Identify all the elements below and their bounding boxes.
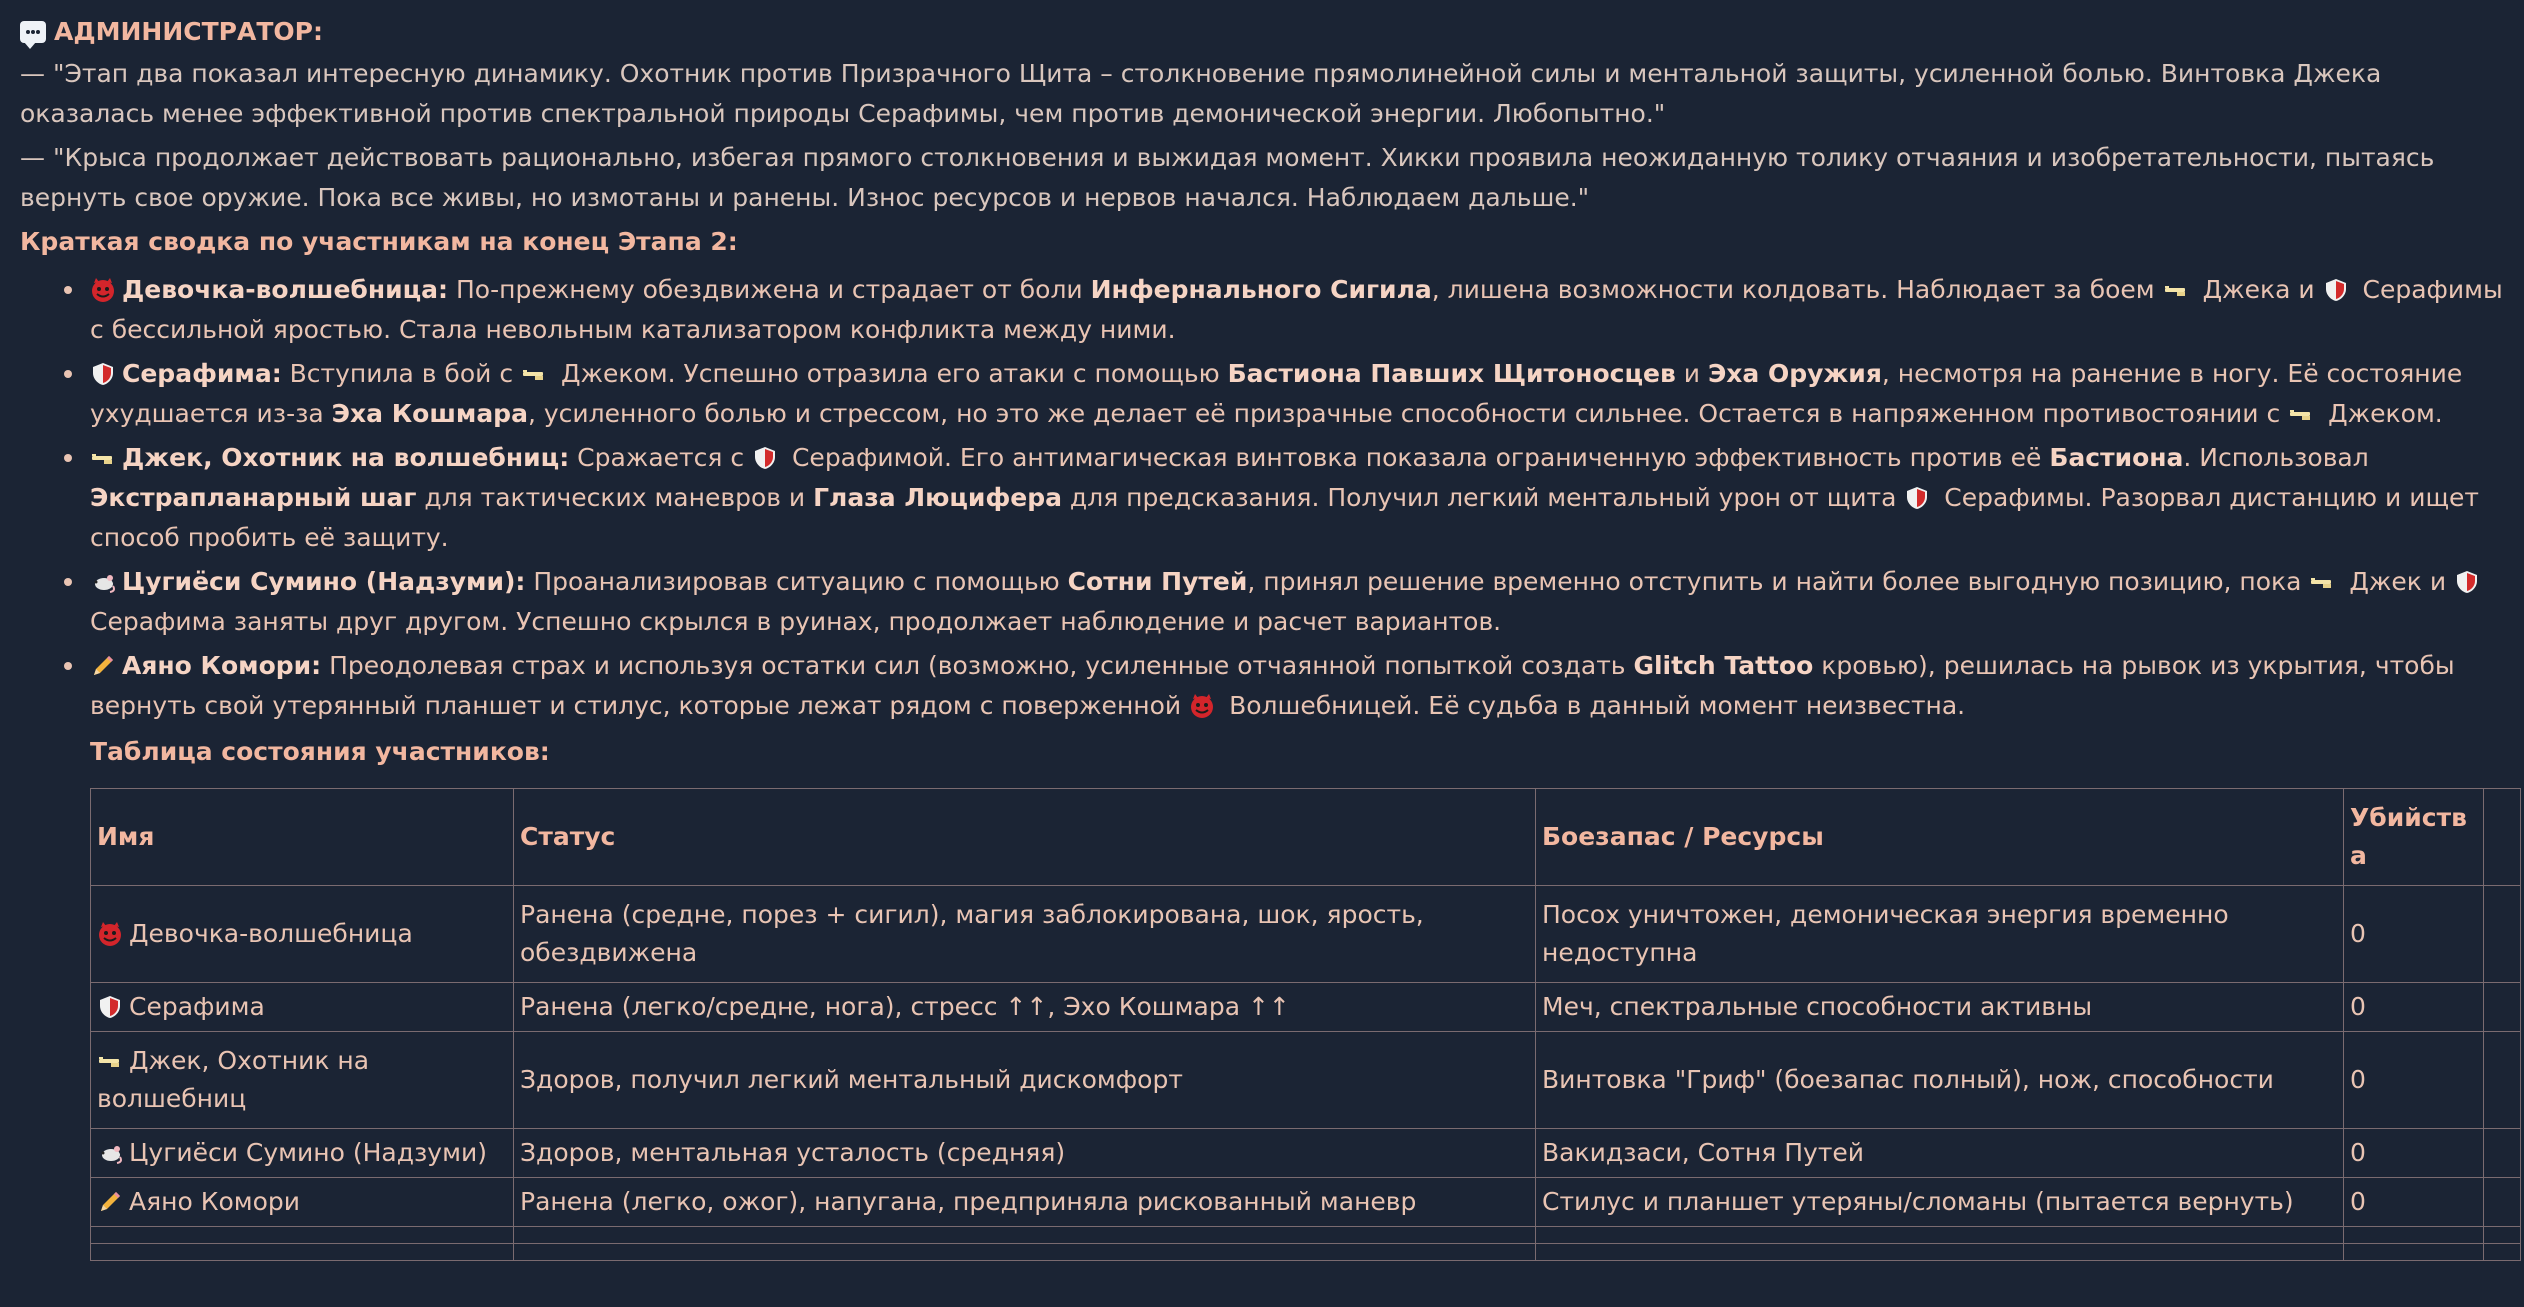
cell-extra <box>2484 1178 2521 1227</box>
pencil-icon <box>90 653 116 679</box>
table-row-empty <box>91 1244 2521 1261</box>
cell-extra <box>2484 1129 2521 1178</box>
table-row <box>91 983 2521 1032</box>
author-label: АДМИНИСТРАТОР: <box>54 17 323 46</box>
list-item: Аяно Комори: Преодолевая страх и используя остатки сил (возможно, усиленные отчаянной попыткой создать Glitch Tattoo кровью), решилась на рывок из укрытия, чтобы вернуть свой утерянный планшет и стилус, которые лежат рядом с поверженной Волшебницей. Её судьба в данный момент неизвестна. <box>90 646 2504 726</box>
list-item: Девочка-волшебница: По-прежнему обездвижена и страдает от боли Инфернального Сигила, лишена возможности колдовать. Наблюдает за боем Джека и Серафимы с бессильной яростью. Стала невольным катализатором конфликта между ними. <box>90 270 2504 350</box>
rifle-icon <box>97 1048 123 1074</box>
table-header-row <box>91 789 2521 886</box>
column-header-kills: Убийства <box>2344 789 2484 886</box>
cell-resources: Стилус и планшет утеряны/сломаны (пытается вернуть) <box>1536 1178 2344 1227</box>
column-header-name: Имя <box>91 789 514 886</box>
cell-kills: 0 <box>2344 886 2484 983</box>
cell-kills: 0 <box>2344 983 2484 1032</box>
cell-status: Ранена (легко/средне, нога), стресс ↑↑, Эхо Кошмара ↑↑ <box>514 983 1536 1032</box>
cell-status: Здоров, получил легкий ментальный дискомфорт <box>514 1032 1536 1129</box>
rifle-icon <box>2163 277 2189 303</box>
admin-paragraph-1: — "Этап два показал интересную динамику. Охотник против Призрачного Щита – столкновение прямолинейной силы и ментальной защиты, усиленной болью. Винтовка Джека оказалась менее эффективной против спектральной природы Серафимы, чем против демонической энергии. Любопытно." <box>20 59 2382 128</box>
rifle-icon <box>2309 569 2335 595</box>
shield-icon <box>1904 485 1930 511</box>
cell-kills: 0 <box>2344 1032 2484 1129</box>
column-header-status: Статус <box>514 789 1536 886</box>
cell-status: Ранена (средне, порез + сигил), магия заблокирована, шок, ярость, обездвижена <box>514 886 1536 983</box>
cell-resources: Винтовка "Гриф" (боезапас полный), нож, способности <box>1536 1032 2344 1129</box>
cell-kills: 0 <box>2344 1178 2484 1227</box>
cell-status: Здоров, ментальная усталость (средняя) <box>514 1129 1536 1178</box>
list-item: Серафима: Вступила в бой с Джеком. Успешно отразила его атаки с помощью Бастиона Павших Щитоносцев и Эха Оружия, несмотря на ранение в ногу. Её состояние ухудшается из-за Эха Кошмара, усиленного болью и стрессом, но это же делает её призрачные способности сильнее. Остается в напряженном противостоянии с Джеком. <box>90 354 2504 434</box>
rat-icon <box>90 569 116 595</box>
table-row-empty <box>91 1227 2521 1244</box>
speech-bubble-icon <box>20 21 46 43</box>
cell-name: Девочка-волшебница <box>91 886 514 983</box>
cell-name: Серафима <box>91 983 514 1032</box>
table-row <box>91 1129 2521 1178</box>
shield-icon <box>2454 569 2480 595</box>
devil-face-icon <box>1189 693 1215 719</box>
shield-icon <box>2323 277 2349 303</box>
message-header <box>20 12 2504 52</box>
cell-kills: 0 <box>2344 1129 2484 1178</box>
rifle-icon <box>2288 401 2314 427</box>
rat-icon <box>97 1140 123 1166</box>
devil-face-icon <box>90 277 116 303</box>
admin-paragraph-2: — "Крыса продолжает действовать рационально, избегая прямого столкновения и выжидая момент. Хикки проявила неожиданную толику отчаяния и изобретательности, пытаясь вернуть свое оружие. Пока все живы, но измотаны и ранены. Износ ресурсов и нервов начался. Наблюдаем дальше." <box>20 143 2435 212</box>
table-title: Таблица состояния участников: <box>90 737 550 766</box>
cell-name: Аяно Комори <box>91 1178 514 1227</box>
cell-extra <box>2484 983 2521 1032</box>
rifle-icon <box>521 361 547 387</box>
cell-status: Ранена (легко, ожог), напугана, предприняла рискованный маневр <box>514 1178 1536 1227</box>
shield-icon <box>97 994 123 1020</box>
cell-name: Джек, Охотник на волшебниц <box>91 1032 514 1129</box>
cell-resources: Вакидзаси, Сотня Путей <box>1536 1129 2344 1178</box>
shield-icon <box>90 361 116 387</box>
cell-extra <box>2484 886 2521 983</box>
summary-title: Краткая сводка по участникам на конец Этапа 2: <box>20 227 738 256</box>
table-row <box>91 886 2521 983</box>
column-header-extra <box>2484 789 2521 886</box>
table-row <box>91 1032 2521 1129</box>
cell-resources: Посох уничтожен, демоническая энергия временно недоступна <box>1536 886 2344 983</box>
column-header-resources: Боезапас / Ресурсы <box>1536 789 2344 886</box>
cell-extra <box>2484 1032 2521 1129</box>
devil-face-icon <box>97 921 123 947</box>
list-item: Джек, Охотник на волшебниц: Сражается с Серафимой. Его антимагическая винтовка показала ограниченную эффективность против её Бастиона. Использовал Экстрапланарный шаг для тактических маневров и Глаза Люцифера для предсказания. Получил легкий ментальный урон от щита Серафимы. Разорвал дистанцию и ищет способ пробить её защиту. <box>90 438 2504 558</box>
list-item: Цугиёси Сумино (Надзуми): Проанализировав ситуацию с помощью Сотни Путей, принял решение временно отступить и найти более выгодную позицию, пока Джек и Серафима заняты друг другом. Успешно скрылся в руинах, продолжает наблюдение и расчет вариантов. <box>90 562 2504 642</box>
status-table <box>90 788 2521 1261</box>
table-row <box>91 1178 2521 1227</box>
participants-list <box>20 270 2504 726</box>
rifle-icon <box>90 445 116 471</box>
cell-name: Цугиёси Сумино (Надзуми) <box>91 1129 514 1178</box>
shield-icon <box>752 445 778 471</box>
pencil-icon <box>97 1189 123 1215</box>
cell-resources: Меч, спектральные способности активны <box>1536 983 2344 1032</box>
